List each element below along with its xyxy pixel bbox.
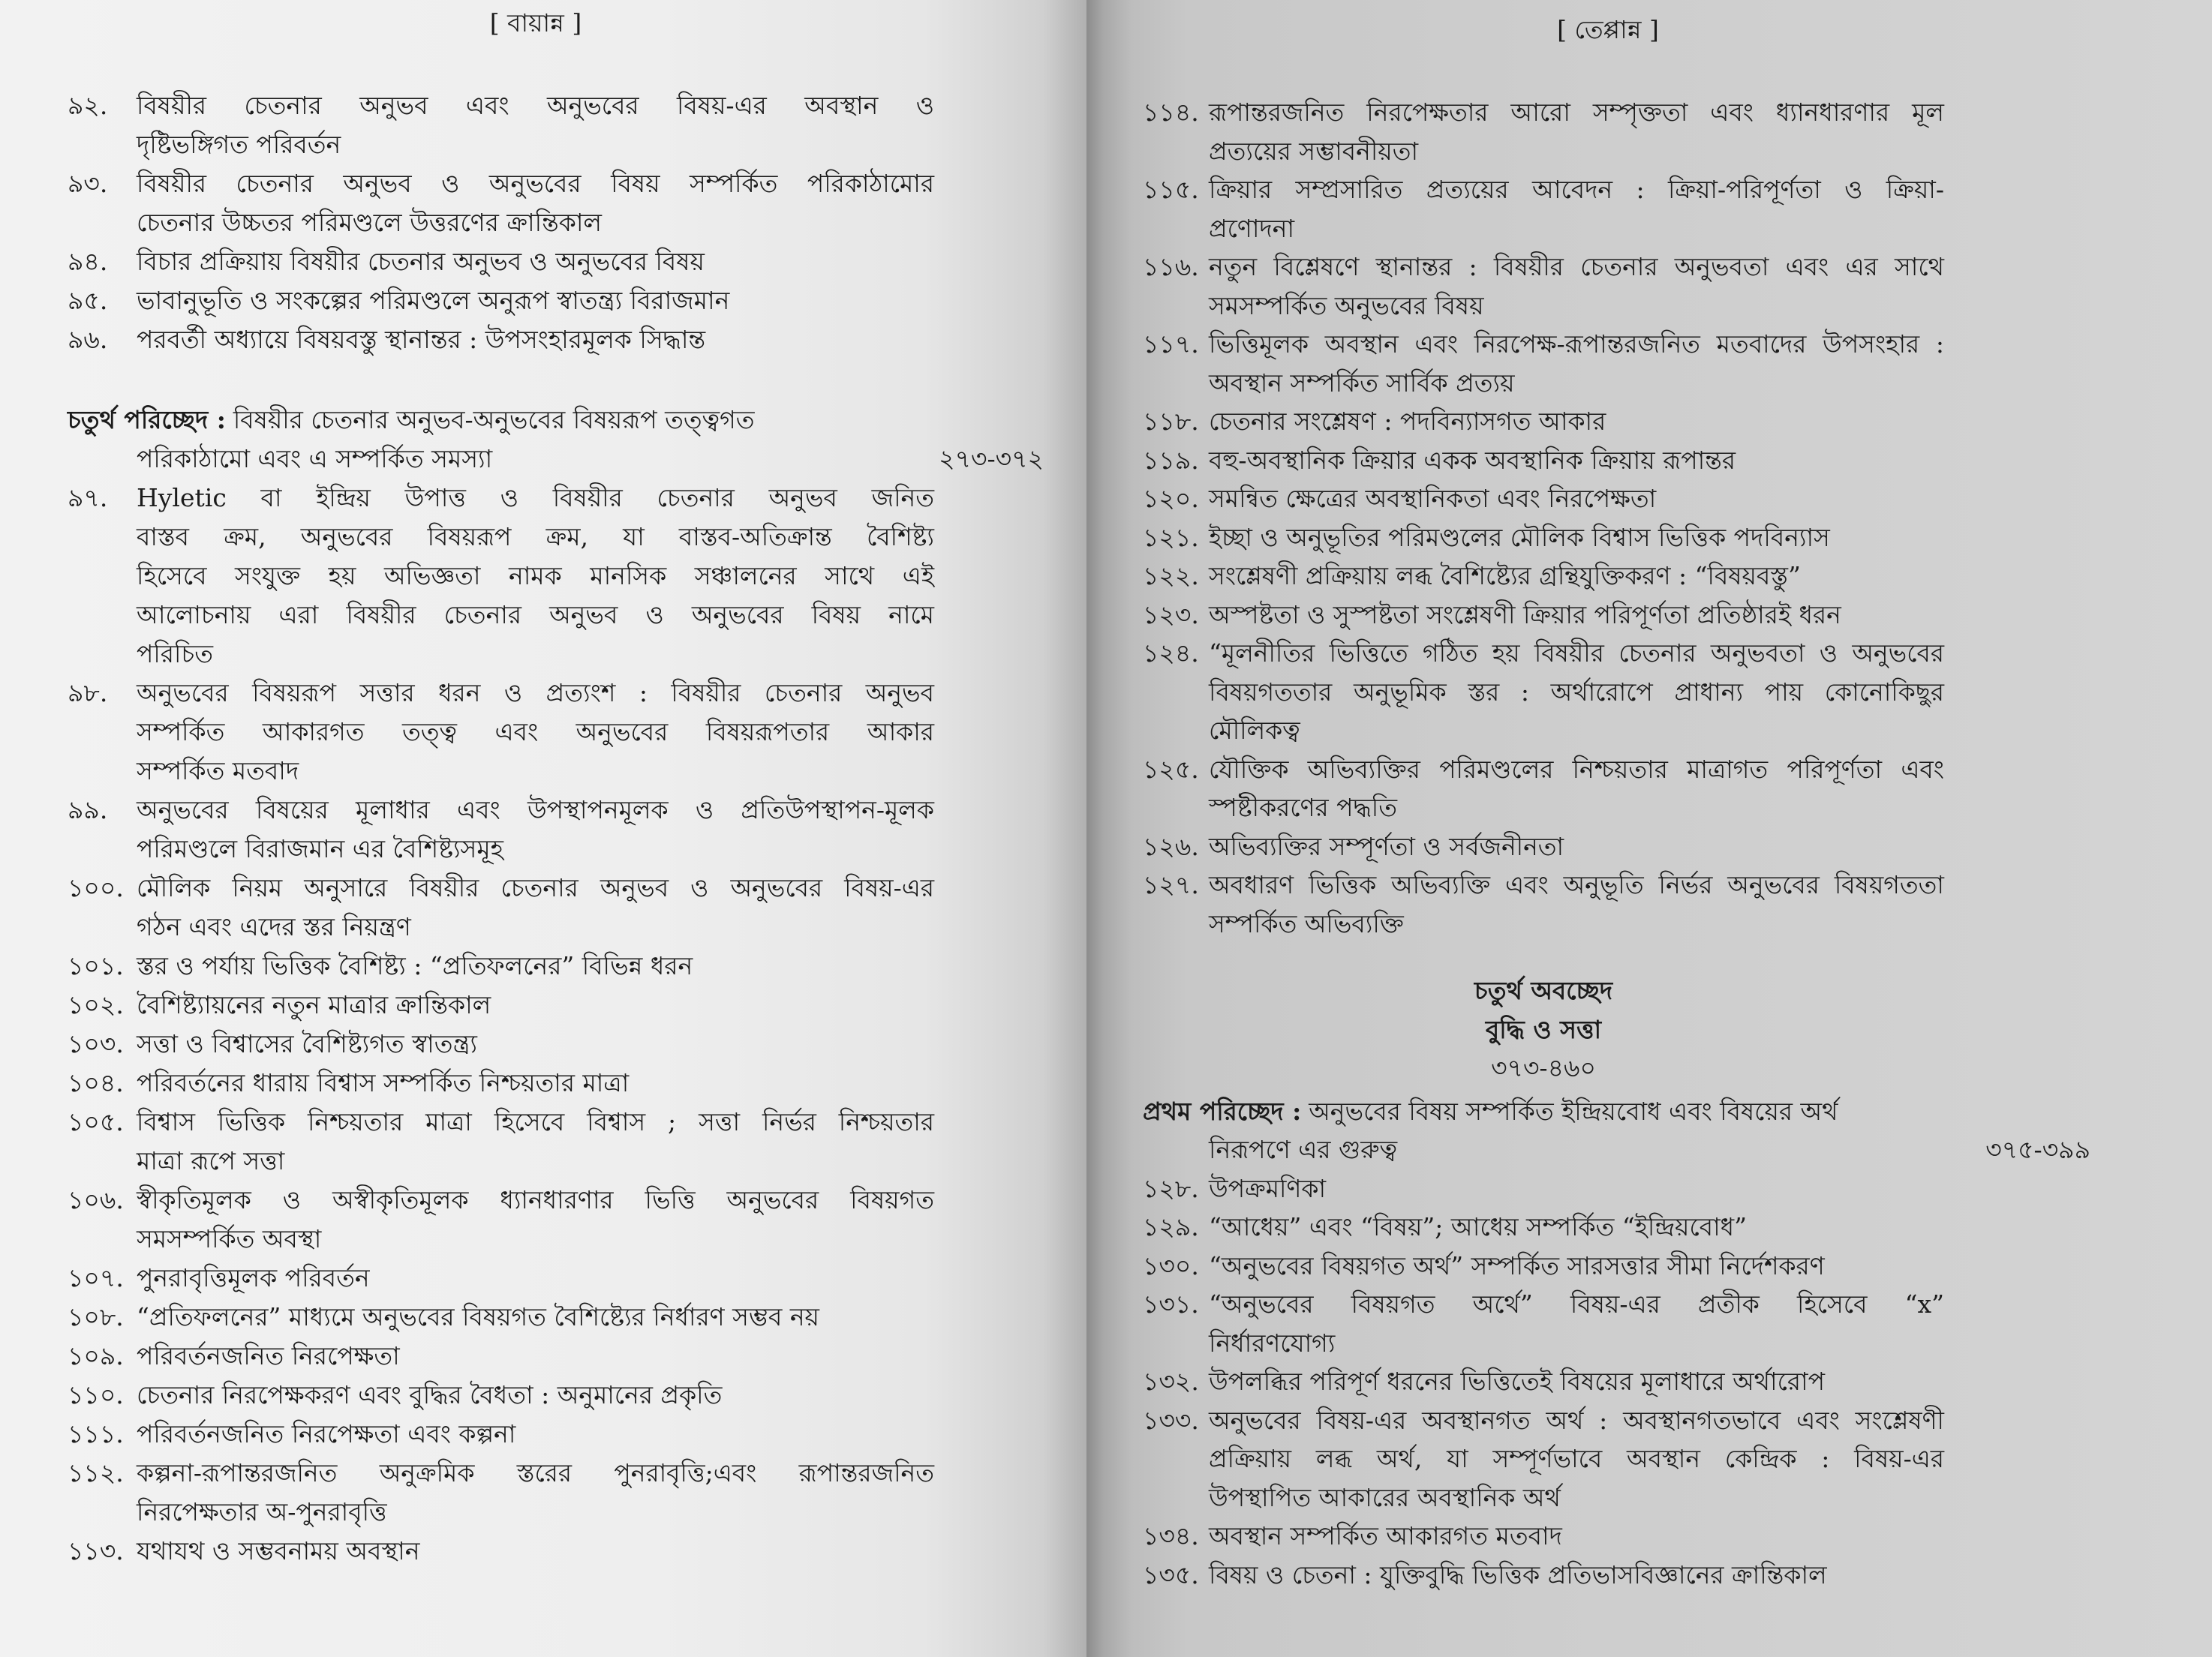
entry-title-text: “অনুভবের বিষয়গত অর্থে” বিষয়-এর প্রতীক হিসেবে “x” [1209, 1289, 1944, 1319]
entry-title-line [1209, 93, 1944, 132]
entry-title-line [137, 1415, 934, 1454]
entry-number: ৯৯. [68, 795, 108, 824]
entry-title-text: রূপান্তরজনিত নিরপেক্ষতার আরো সম্পৃক্ততা এবং ধ্যানধারণার মূল [1209, 98, 1944, 127]
entry-title-text: সমসম্পর্কিত অবস্থা [137, 1224, 322, 1253]
entry-number: ১১৪. [1143, 98, 1199, 127]
toc-entry [1143, 93, 1944, 170]
entry-title-text: প্রণোদনা [1209, 213, 1295, 243]
entry-title-line [137, 557, 934, 596]
entry-title [137, 1376, 934, 1415]
entry-title [1209, 248, 1944, 325]
entry-title-line [137, 752, 934, 791]
entry-title-text: সংশ্লেষণী প্রক্রিয়ায় লব্ধ বৈশিষ্ট্যের গ্রন্থিযুক্তিকরণ : “বিষয়বস্তু” [1209, 561, 1801, 590]
entry-title [1209, 1362, 1944, 1401]
section-pages: ৩৭৩-৪৬০ [1491, 1053, 1596, 1082]
entry-title-line [1209, 1169, 1944, 1208]
toc-entry [68, 986, 934, 1025]
entry-title-line [137, 518, 934, 557]
entry-number: ৯২. [68, 91, 108, 120]
entry-title-line [137, 830, 934, 869]
entry-title [1209, 1208, 1944, 1247]
entry-title-text: উপস্থাপিত আকারের অবস্থানিক অর্থ [1209, 1482, 1561, 1512]
entry-number: ৯৪. [68, 247, 108, 276]
entry-title-line [137, 1376, 934, 1415]
entry-title [1209, 750, 1944, 827]
entry-title-text: অবস্থান সম্পর্কিত সার্বিক প্রত্যয় [1209, 368, 1515, 398]
page-header: [ বায়ান্ন ] [489, 8, 582, 38]
entry-title-text: স্তর ও পর্যায় ভিত্তিক বৈশিষ্ট্য : “প্রতিফলনের” বিভিন্ন ধরন [137, 951, 693, 980]
entry-title-line [1209, 1247, 1944, 1286]
entry-title [137, 1298, 934, 1337]
entry-title [1209, 1247, 1944, 1286]
chapter-heading [68, 401, 1044, 479]
entry-number: ১২৭. [1143, 870, 1199, 899]
entry-title-text: উপক্রমণিকা [1209, 1173, 1327, 1203]
entry-number: ১৩৩. [1143, 1405, 1199, 1435]
entry-title-text: সম্পর্কিত অভিব্যক্তি [1209, 908, 1404, 938]
entry-title-text: ক্রিয়ার সম্প্রসারিত প্রত্যয়ের আবেদন : ক্রিয়া-পরিপূর্ণতা ও ক্রিয়া- [1209, 175, 1944, 204]
chapter-label: প্রথম পরিচ্ছেদ : [1143, 1096, 1302, 1126]
entry-title-line [137, 1103, 934, 1142]
entry-title [137, 986, 934, 1025]
entry-title-text: সমন্বিত ক্ষেত্রের অবস্থানিকতা এবং নিরপেক্ষতা [1209, 484, 1657, 513]
entry-title-text: পরিচিত [137, 639, 214, 668]
entry-title [137, 1025, 934, 1064]
entry-title [1209, 827, 1944, 866]
entry-number: ১০৪. [68, 1068, 124, 1097]
entry-title-line [137, 947, 934, 986]
entry-title [137, 164, 934, 242]
chapter-heading-line [137, 440, 934, 479]
entry-title-line [1209, 557, 1944, 596]
entry-title-text: অভিব্যক্তির সম্পূর্ণতা ও সর্বজনীনতা [1209, 831, 1564, 861]
entry-title [1209, 596, 1944, 635]
entry-title-line [1209, 750, 1944, 789]
entry-title-text: বিষয়ীর চেতনার অনুভব এবং অনুভবের বিষয়-এর অবস্থান ও [137, 91, 934, 120]
entry-title [1209, 170, 1944, 248]
entry-title [1209, 402, 1944, 441]
entry-title-text: নির্ধারণযোগ্য [1209, 1328, 1336, 1358]
entry-title-line [137, 1493, 934, 1532]
toc-entry [1143, 1169, 1944, 1208]
entry-title-line [1209, 634, 1944, 673]
entry-title-text: বিশ্বাস ভিত্তিক নিশ্চয়তার মাত্রা হিসেবে বিশ্বাস ; সত্তা নির্ভর নিশ্চয়তার [137, 1107, 934, 1136]
right-page [1086, 0, 2212, 1657]
entry-title-line [1209, 1439, 1944, 1478]
entry-title-line [1209, 325, 1944, 364]
entry-number: ১১৬. [1143, 252, 1199, 281]
entry-title-line [1209, 905, 1944, 944]
entry-title-line [137, 986, 934, 1025]
entry-title-text: হিসেবে সংযুক্ত হয় অভিজ্ঞতা নামক মানসিক সঞ্চালনের সাথে এই [137, 561, 934, 590]
toc-entry [1143, 248, 1944, 325]
entry-number: ৯৭. [68, 483, 108, 512]
entry-title-text: মৌলিক নিয়ম অনুসারে বিষয়ীর চেতনার অনুভব ও অনুভবের বিষয়-এর [137, 873, 934, 902]
toc-entry [68, 1415, 934, 1454]
entry-title-line [137, 1220, 934, 1259]
entry-title-line [137, 1298, 934, 1337]
entry-title-text: বিষয় ও চেতনা : যুক্তিবুদ্ধি ভিত্তিক প্রতিভাসবিজ্ঞানের ক্রান্তিকাল [1209, 1559, 1827, 1589]
toc-entry [68, 869, 934, 947]
toc-entry [1143, 1517, 1944, 1556]
entry-title-text: অবস্থান সম্পর্কিত আকারগত মতবাদ [1209, 1521, 1562, 1550]
entry-title-line [1209, 1478, 1944, 1517]
entry-title [1209, 93, 1944, 170]
toc-entry [68, 1337, 934, 1376]
entry-number: ১২৬. [1143, 831, 1199, 861]
entry-title-text: Hyletic বা ইন্দ্রিয় উপাত্ত ও বিষয়ীর চেতনার অনুভব জনিত [137, 483, 934, 512]
entry-title-line [1209, 1208, 1944, 1247]
entry-title-text: বিচার প্রক্রিয়ায় বিষয়ীর চেতনার অনুভব ও অনুভবের বিষয় [137, 247, 705, 276]
entry-number: ১০৩. [68, 1029, 124, 1058]
entry-title-text: প্রক্রিয়ায় লব্ধ অর্থ, যা সম্পূর্ণভাবে অবস্থান কেন্দ্রিক : বিষয়-এর [1209, 1444, 1944, 1473]
entry-title [1209, 1517, 1944, 1556]
entry-title [137, 320, 934, 359]
entry-number: ৯৫. [68, 286, 108, 315]
entry-title [137, 1415, 934, 1454]
entry-title-line [1209, 673, 1944, 712]
entry-title-text: নিরপেক্ষতার অ-পুনরাবৃত্তি [137, 1497, 387, 1526]
toc-entry [1143, 750, 1944, 827]
entry-title [1209, 1401, 1944, 1517]
entry-title-text: সত্তা ও বিশ্বাসের বৈশিষ্ট্যগত স্বাতন্ত্র্য [137, 1029, 477, 1058]
entry-title-line [137, 1025, 934, 1064]
toc-entry [1143, 557, 1944, 596]
entry-title-line [137, 86, 934, 125]
entry-title-text: কল্পনা-রূপান্তরজনিত অনুক্রমিক স্তরের পুনরাবৃত্তি;এবং রূপান্তরজনিত [137, 1458, 934, 1487]
entry-title-text: স্বীকৃতিমূলক ও অস্বীকৃতিমূলক ধ্যানধারণার ভিত্তি অনুভবের বিষয়গত [137, 1185, 934, 1214]
chapter-title: নিরূপণে এর গুরুত্ব [1209, 1135, 1398, 1164]
toc-entry [68, 1532, 934, 1571]
toc-list [1143, 93, 2090, 1594]
entry-title-line [1209, 1285, 1944, 1324]
entry-title [137, 1337, 934, 1376]
entry-title-text: বহু-অবস্থানিক ক্রিয়ার একক অবস্থানিক ক্রিয়ায় রূপান্তর [1209, 445, 1736, 475]
chapter-heading [1143, 1092, 2090, 1169]
toc-entry [68, 1376, 934, 1415]
entry-number: ১২১. [1143, 522, 1199, 552]
section-heading [1143, 971, 1944, 1088]
chapter-title: বিষয়ীর চেতনার অনুভব-অনুভবের বিষয়রূপ তত্ত্বগত [233, 405, 755, 434]
entry-number: ১০৭. [68, 1263, 124, 1292]
entry-title-text: স্পষ্টীকরণের পদ্ধতি [1209, 793, 1397, 822]
entry-title [1209, 1169, 1944, 1208]
entry-number: ১৩৪. [1143, 1521, 1199, 1550]
entry-title-line [137, 1142, 934, 1181]
toc-entry [1143, 596, 1944, 635]
entry-title [137, 86, 934, 164]
toc-entry [1143, 402, 1944, 441]
toc-entry [1143, 1401, 1944, 1517]
entry-title-line [1209, 1324, 1944, 1363]
entry-title-line [137, 203, 934, 242]
toc-entry [68, 1454, 934, 1532]
entry-number: ১২৯. [1143, 1212, 1199, 1241]
entry-title-text: বৈশিষ্ট্যায়নের নতুন মাত্রার ক্রান্তিকাল [137, 990, 491, 1019]
entry-title-text: সম্পর্কিত মতবাদ [137, 756, 299, 785]
toc-entry [68, 1181, 934, 1259]
entry-title-line [137, 164, 934, 203]
entry-title-text: বিষয়ীর চেতনার অনুভব ও অনুভবের বিষয় সম্পর্কিত পরিকাঠামোর [137, 169, 934, 198]
toc-entry [1143, 1208, 1944, 1247]
entry-title [1209, 866, 1944, 943]
chapter-label: চতুর্থ পরিচ্ছেদ : [68, 405, 226, 434]
entry-title [137, 1454, 934, 1532]
toc-entry [1143, 1247, 1944, 1286]
entry-title-text: উপলব্ধির পরিপূর্ণ ধরনের ভিত্তিতেই বিষয়ের মূলাধারে অর্থারোপ [1209, 1367, 1825, 1396]
entry-title-line [1209, 596, 1944, 635]
entry-number: ১২০. [1143, 484, 1199, 513]
chapter-heading-line [1143, 1092, 1944, 1131]
chapter-page-range: ৩৭৫-৩৯৯ [1985, 1135, 2090, 1164]
entry-title-text: “আধেয়” এবং “বিষয়”; আধেয় সম্পর্কিত “ইন্দ্রিয়বোধ” [1209, 1212, 1748, 1241]
entry-title-text: ভাবানুভূতি ও সংকল্পের পরিমণ্ডলে অনুরূপ স্বাতন্ত্র্য বিরাজমান [137, 286, 730, 315]
entry-number: ১৩৫. [1143, 1559, 1199, 1589]
toc-entry [68, 479, 934, 674]
chapter-heading-text [68, 405, 755, 434]
entry-title-text: সমসম্পর্কিত অনুভবের বিষয় [1209, 290, 1484, 320]
entry-title [137, 947, 934, 986]
entry-title-text: পরবর্তী অধ্যায়ে বিষয়বস্তু স্থানান্তর : উপসংহারমূলক সিদ্ধান্ত [137, 325, 706, 354]
toc-entry [1143, 479, 1944, 518]
entry-title-text: অনুভবের বিষয়রূপ সত্তার ধরন ও প্রত্যংশ : বিষয়ীর চেতনার অনুভব [137, 678, 934, 707]
entry-title [137, 1064, 934, 1103]
entry-number: ১০২. [68, 990, 124, 1019]
entry-title-text: অনুভবের বিষয়ের মূলাধার এবং উপস্থাপনমূলক ও প্রতিউপস্থাপন-মূলক [137, 795, 934, 824]
entry-title [1209, 1285, 1944, 1362]
entry-title-line [1209, 364, 1944, 403]
entry-title-line [1209, 209, 1944, 248]
entry-number: ১১৮. [1143, 407, 1199, 436]
entry-title [1209, 441, 1944, 480]
entry-number: ১২৫. [1143, 754, 1199, 784]
entry-title-line [137, 908, 934, 947]
toc-entry [68, 242, 934, 281]
section-title: চতুর্থ অবচ্ছেদ [1474, 976, 1613, 1005]
entry-title-text: বাস্তব ক্রম, অনুভবের বিষয়রূপ ক্রম, যা বাস্তব-অতিক্রান্ত বৈশিষ্ট্য [137, 522, 934, 551]
toc-entry [68, 164, 934, 242]
entry-number: ১১৫. [1143, 175, 1199, 204]
entry-title [137, 242, 934, 281]
entry-title [137, 479, 934, 674]
entry-title-text: মাত্রা রূপে সত্তা [137, 1146, 285, 1175]
entry-title-text: গঠন এবং এদের স্তর নিয়ন্ত্রণ [137, 912, 411, 941]
entry-title-line [137, 1259, 934, 1298]
entry-title-line [137, 320, 934, 359]
entry-title-text: চেতনার উচ্চতর পরিমণ্ডলে উত্তরণের ক্রান্তিকাল [137, 208, 602, 237]
entry-title [137, 1181, 934, 1259]
chapter-title: পরিকাঠামো এবং এ সম্পর্কিত সমস্যা [137, 444, 493, 473]
entry-number: ৯৩. [68, 169, 108, 198]
entry-title-text: সম্পর্কিত আকারগত তত্ত্ব এবং অনুভবের বিষয়রূপতার আকার [137, 717, 934, 746]
toc-entry [68, 281, 934, 320]
chapter-title: অনুভবের বিষয় সম্পর্কিত ইন্দ্রিয়বোধ এবং বিষয়ের অর্থ [1309, 1096, 1838, 1126]
entry-title-line [137, 791, 934, 830]
entry-title [137, 791, 934, 869]
entry-title-text: নতুন বিশ্লেষণে স্থানান্তর : বিষয়ীর চেতনার অনুভবতা এবং এর সাথে [1209, 252, 1944, 281]
toc-entry [1143, 827, 1944, 866]
entry-number: ১২৮. [1143, 1173, 1199, 1203]
entry-title-line [1209, 1517, 1944, 1556]
entry-title-line [137, 1064, 934, 1103]
entry-number: ১০৯. [68, 1341, 124, 1370]
entry-title-text: বিষয়গততার অনুভূমিক স্তর : অর্থারোপে প্রাধান্য পায় কোনোকিছুর [1209, 677, 1944, 707]
entry-number: ১৩২. [1143, 1367, 1199, 1396]
toc-entry [68, 674, 934, 791]
chapter-heading-text [1143, 1097, 1838, 1126]
toc-entry [68, 1025, 934, 1064]
entry-number: ১১০. [68, 1380, 124, 1409]
entry-title-line [1209, 711, 1944, 750]
entry-number: ১৩১. [1143, 1289, 1199, 1319]
entry-title-text: পরিমণ্ডলে বিরাজমান এর বৈশিষ্ট্যসমূহ [137, 834, 504, 863]
entry-title [1209, 518, 1944, 557]
entry-title [137, 1532, 934, 1571]
entry-number: ১৩০. [1143, 1250, 1199, 1280]
toc-entry [68, 791, 934, 869]
toc-entry [68, 947, 934, 986]
entry-number: ১০৫. [68, 1107, 124, 1136]
toc-entry [1143, 1285, 1944, 1362]
entry-number: ১২২. [1143, 561, 1199, 590]
entry-title-line [137, 674, 934, 713]
entry-title [137, 869, 934, 947]
entry-number: ৯৬. [68, 325, 108, 354]
entry-title-line [1209, 479, 1944, 518]
toc-entry [68, 1103, 934, 1181]
entry-number: ১১২. [68, 1458, 124, 1487]
entry-number: ১০০. [68, 873, 124, 902]
entry-title-text: ভিত্তিমূলক অবস্থান এবং নিরপেক্ষ-রূপান্তরজনিত মতবাদের উপসংহার : [1209, 329, 1944, 359]
entry-title-line [137, 242, 934, 281]
entry-title-text: “মূলনীতির ভিত্তিতে গঠিত হয় বিষয়ীর চেতনার অনুভবতা ও অনুভবের [1209, 638, 1944, 668]
toc-entry [1143, 1556, 1944, 1595]
entry-title-text: অবধারণ ভিত্তিক অভিব্যক্তি এবং অনুভূতি নির্ভর অনুভবের বিষয়গততা [1209, 870, 1944, 899]
entry-title-text: দৃষ্টিভঙ্গিগত পরিবর্তন [137, 130, 341, 159]
entry-title-text: “প্রতিফলনের” মাধ্যমে অনুভবের বিষয়গত বৈশিষ্ট্যের নির্ধারণ সম্ভব নয় [137, 1302, 819, 1331]
entry-title-line [1209, 788, 1944, 827]
toc-entry [1143, 325, 1944, 402]
entry-title-line [1209, 1362, 1944, 1401]
entry-title-text: পরিবর্তনের ধারায় বিশ্বাস সম্পর্কিত নিশ্চয়তার মাত্রা [137, 1068, 630, 1097]
entry-number: ১১৭. [1143, 329, 1199, 359]
chapter-heading-line [1209, 1130, 1944, 1169]
entry-title-line [1209, 248, 1944, 287]
page-header: [ তেপ্পান্ন ] [1557, 15, 1659, 44]
toc-entry [1143, 1362, 1944, 1401]
entry-title-line [137, 281, 934, 320]
entry-title-line [137, 596, 934, 635]
toc-entry [1143, 518, 1944, 557]
entry-number: ৯৮. [68, 678, 108, 707]
entry-title-line [137, 635, 934, 674]
entry-title-line [1209, 402, 1944, 441]
chapter-heading-line [68, 401, 934, 440]
entry-title-text: পরিবর্তনজনিত নিরপেক্ষতা এবং কল্পনা [137, 1419, 516, 1448]
entry-title-line [137, 1532, 934, 1571]
toc-entry [1143, 441, 1944, 480]
entry-title-line [1209, 518, 1944, 557]
entry-title-text: আলোচনায় এরা বিষয়ীর চেতনার অনুভব ও অনুভবের বিষয় নামে [137, 600, 934, 629]
entry-title-line [137, 479, 934, 518]
entry-title-text: চেতনার সংশ্লেষণ : পদবিন্যাসগত আকার [1209, 407, 1606, 436]
entry-title-line [1209, 1556, 1944, 1595]
entry-title-text: “অনুভবের বিষয়গত অর্থ” সম্পর্কিত সারসত্তার সীমা নির্দেশকরণ [1209, 1250, 1825, 1280]
toc-list [68, 86, 1044, 1571]
entry-title-line [1209, 287, 1944, 326]
toc-entry [68, 86, 934, 164]
entry-title-line [1209, 132, 1944, 171]
toc-entry [68, 1298, 934, 1337]
entry-title [137, 1103, 934, 1181]
left-page [0, 0, 1086, 1657]
entry-number: ১১১. [68, 1419, 124, 1448]
toc-entry [1143, 866, 1944, 943]
entry-title-text: অস্পষ্টতা ও সুস্পষ্টতা সংশ্লেষণী ক্রিয়ার পরিপূর্ণতা প্রতিষ্ঠারই ধরন [1209, 599, 1841, 629]
entry-title-line [1209, 170, 1944, 209]
entry-title [1209, 479, 1944, 518]
entry-title-text: পুনরাবৃত্তিমূলক পরিবর্তন [137, 1263, 370, 1292]
entry-title [1209, 1556, 1944, 1595]
entry-number: ১২৩. [1143, 599, 1199, 629]
entry-title [1209, 557, 1944, 596]
entry-title-text: মৌলিকত্ব [1209, 716, 1300, 745]
entry-title-line [137, 1337, 934, 1376]
entry-number: ১০১. [68, 951, 124, 980]
entry-title-line [1209, 1401, 1944, 1440]
entry-title-text: অনুভবের বিষয়-এর অবস্থানগত অর্থ : অবস্থানগতভাবে এবং সংশ্লেষণী [1209, 1405, 1944, 1435]
entry-title-text: পরিবর্তনজনিত নিরপেক্ষতা [137, 1341, 400, 1370]
entry-title-line [137, 869, 934, 908]
entry-title-text: প্রত্যয়ের সম্ভাবনীয়তা [1209, 136, 1419, 166]
toc-entry [1143, 634, 1944, 750]
entry-title [1209, 634, 1944, 750]
entry-title-line [137, 1454, 934, 1493]
entry-title [137, 281, 934, 320]
entry-number: ১০৮. [68, 1302, 124, 1331]
entry-title-line [137, 125, 934, 164]
entry-number: ১০৬. [68, 1185, 124, 1214]
entry-title-text: ইচ্ছা ও অনুভূতির পরিমণ্ডলের মৌলিক বিশ্বাস ভিত্তিক পদবিন্যাস [1209, 522, 1830, 552]
section-subtitle: বুদ্ধি ও সত্তা [1485, 1014, 1602, 1044]
toc-entry [1143, 170, 1944, 248]
entry-title-line [1209, 441, 1944, 480]
entry-title-text: যৌক্তিক অভিব্যক্তির পরিমণ্ডলের নিশ্চয়তার মাত্রাগত পরিপূর্ণতা এবং [1209, 754, 1944, 784]
entry-title [137, 1259, 934, 1298]
toc-entry [68, 1064, 934, 1103]
entry-number: ১১৯. [1143, 445, 1199, 475]
entry-title-line [137, 713, 934, 752]
toc-entry [68, 1259, 934, 1298]
entry-title-text: চেতনার নিরপেক্ষকরণ এবং বুদ্ধির বৈধতা : অনুমানের প্রকৃতি [137, 1380, 723, 1409]
entry-title [137, 674, 934, 791]
toc-entry [68, 320, 934, 359]
entry-title-line [1209, 866, 1944, 905]
entry-title-line [137, 1181, 934, 1220]
entry-number: ১১৩. [68, 1536, 124, 1565]
entry-number: ১২৪. [1143, 638, 1199, 668]
entry-title [1209, 325, 1944, 402]
chapter-page-range: ২৭৩-৩৭২ [939, 444, 1044, 473]
entry-title-text: যথাযথ ও সম্ভবনাময় অবস্থান [137, 1536, 420, 1565]
entry-title-line [1209, 827, 1944, 866]
